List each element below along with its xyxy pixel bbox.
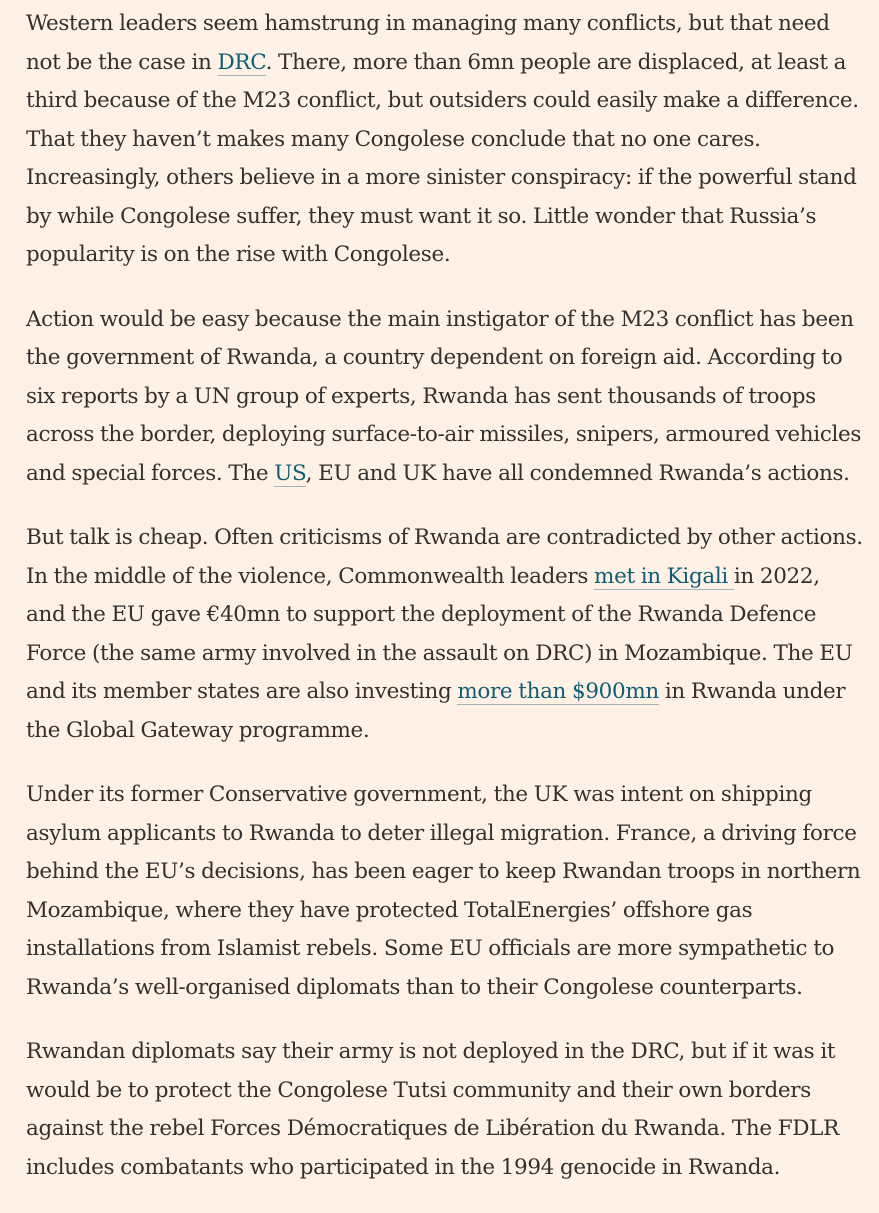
text-line: and the EU gave €40mn to support the deployment of the Rwanda Defence (26, 602, 817, 627)
text-line: not be the case in DRC. There, more than 6mn people are displaced, at least a (26, 49, 847, 75)
text-line: But talk is cheap. Often criticisms of Rwanda are contradicted by other actions. (26, 525, 863, 550)
text-line: installations from Islamist rebels. Some EU officials are more sympathetic to (26, 936, 835, 961)
text-line: and its member states are also investing more than $900mn in Rwanda under (26, 679, 846, 704)
text-line: third because of the M23 conflict, but outsiders could easily make a difference. (26, 88, 859, 113)
link-drc[interactable]: DRC (217, 49, 266, 75)
text-line: In the middle of the violence, Commonwealth leaders met in Kigali in 2022, (26, 563, 820, 589)
text-line: Rwanda’s well-organised diplomats than to their Congolese counterparts. (26, 974, 803, 1000)
text-line: six reports by a UN group of experts, Rwanda has sent thousands of troops (26, 383, 816, 409)
text-line: asylum applicants to Rwanda to deter illegal migration. France, a driving force (26, 820, 857, 846)
text-line: would be to protect the Congolese Tutsi community and their own borders (26, 1077, 811, 1103)
text-line: Western leaders seem hamstrung in managing many conflicts, but that need (26, 11, 830, 36)
text-line: Action would be easy because the main instigator of the M23 conflict has been (26, 306, 854, 332)
text-line: Mozambique, where they have protected TotalEnergies’ offshore gas (26, 897, 753, 923)
text-line: the Global Gateway programme. (26, 717, 370, 743)
text-line: Increasingly, others believe in a more sinister conspiracy: if the powerful stand (26, 165, 857, 190)
link-met-in-kigali[interactable]: met in Kigali (594, 563, 734, 589)
text-line: behind the EU’s decisions, has been eager to keep Rwandan troops in northern (26, 859, 861, 884)
text-line: Force (the same army involved in the assault on DRC) in Mozambique. The EU (26, 640, 853, 666)
text-line: and special forces. The US, EU and UK have all condemned Rwanda’s actions. (26, 460, 850, 486)
text-line: the government of Rwanda, a country dependent on foreign aid. According to (26, 345, 843, 370)
paragraph-3 (26, 519, 871, 750)
paragraph-1 (26, 5, 871, 275)
article-body (26, 5, 871, 1213)
text-line: includes combatants who participated in the 1994 genocide in Rwanda. (26, 1154, 781, 1180)
text-line: That they haven’t makes many Congolese conclude that no one cares. (26, 126, 761, 152)
link-more-than-900mn[interactable]: more than $900mn (457, 679, 659, 704)
text-line: against the rebel Forces Démocratiques de Libération du Rwanda. The FDLR (26, 1116, 839, 1141)
text-line: Rwandan diplomats say their army is not deployed in the DRC, but if it was it (26, 1039, 836, 1064)
paragraph-2 (26, 301, 871, 494)
paragraph-5 (26, 1033, 871, 1187)
link-us[interactable]: US (274, 460, 306, 486)
paragraph-4 (26, 776, 871, 1007)
text-line: Under its former Conservative government, the UK was intent on shipping (26, 782, 812, 807)
text-line: by while Congolese suffer, they must want it so. Little wonder that Russia’s (26, 203, 817, 229)
text-line: across the border, deploying surface-to-air missiles, snipers, armoured vehicles (26, 422, 862, 447)
text-line: popularity is on the rise with Congolese. (26, 242, 451, 267)
